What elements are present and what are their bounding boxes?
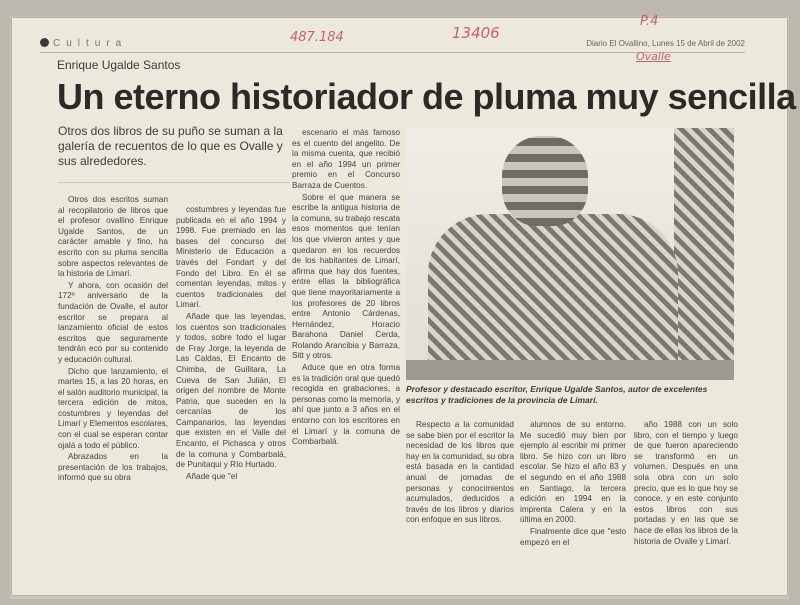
bullet-icon — [40, 38, 49, 47]
dateline: Diario El Ovallino, Lunes 15 de Abril de 2002 — [586, 39, 745, 48]
paragraph: Dicho que lanzamiento, el martes 15, a las 20 horas, en el salón auditorio municipal, la tercera edición de mitos, costumbres y leyendas del Limarí y Elementos escolares, con el cual se esperan contar ojalá a todo el público. — [58, 366, 168, 450]
paragraph: Respecto a la comunidad se sabe bien por el escritor la necesidad de los libros que hay en la comunidad, su obra está basada en la cantidad anual de jornadas de personas y conocimientos acumulados, deducidos a través de los libros y diarios con enfoque en sus libros. — [406, 420, 514, 525]
section-label: Cultura — [40, 38, 127, 49]
paragraph: año 1988 con un solo libro, con el tiempo y luego de que fueron apareciendo se transformó en un volumen. Después en una sola obra con un solo precio, que es lo que hoy se conoce, y en este conjunto estos libros con sus portadas y en las que se hace de ellas los libros de la historia de Ovalle y Limarí. — [634, 420, 738, 546]
paragraph: Añade que "el — [186, 471, 238, 481]
handwritten-page-note: P.4 — [640, 14, 659, 29]
divider — [58, 182, 290, 183]
paragraph: alumnos de su entorno. Me sucedió muy bien por ejemplo al escribir mi primer libro. Se hizo con un libro escolar. Se hizo el año 83 y el segundo en el año 1988 en Santiago, la tercera edición en 1994 en la imprenta Calera y en la última en 2000. — [520, 420, 626, 525]
article-column-6 — [634, 420, 738, 585]
article-column-1 — [58, 195, 168, 585]
article-column-3 — [292, 128, 400, 585]
article-column-5 — [520, 420, 626, 585]
paragraph: Añade que las leyendas, los cuentos son tradicionales y todos, sobre todo el lugar de Fray Jorge, la leyenda de Las Caldas, El Encanto de Chimba, de Guilitara, La Cueva de San Julián, El origen del nombre de Monte Patria, que suceden en la cercanías de los Campanarios, las leyendas que existen en el Valle del Encanto, el Pichasca y otros de la comuna y Combarbalá, de Punitaqui y Río Hurtado. — [176, 311, 286, 470]
paragraph: Y ahora, con ocasión del 172º aniversario de la fundación de Ovalle, el autor escritor se prepara al lanzamiento oficial de estos escritos que seguramente tendrán eco por su contenido y educación cultural. — [58, 280, 168, 364]
paragraph: escenario el más famoso es el cuento del angelito. De la misma cuenta, que recibió en el año 1994 un primer premio en el Concurso Barraza de Cuentos. — [292, 128, 400, 190]
headline: Un eterno historiador de pluma muy sencilla — [57, 76, 796, 117]
photo-figure-body — [428, 214, 678, 380]
author-photo — [406, 128, 734, 380]
paragraph: Sobre el que manera se escribe la antigua historia de la comuna, su trabajo rescata esos momentos que tenían los que vivieron antes y que quedaron en los recuerdos de los habitantes de Limarí, afirma que hay dos fuentes, entre ellas la bibliográfica que tiene mayoritariamente a los profesores de 20 libros entre Antonio Cárdenas, Hernández, Horacio Barahona Daniel Cerda, Rolando Arancibia y Barraza, Sitt y otros. — [292, 192, 400, 361]
paragraph: Otros dos escritos suman al recopilatorio de libros que el profesor ovallino Enrique Ugalde Santos, de un carácter amable y fino, ha escrito con su pluma sencilla sobre aspectos relevantes de la historia de Limarí. — [58, 195, 168, 279]
byline: Enrique Ugalde Santos — [57, 58, 181, 72]
paragraph: costumbres y leyendas fue publicada en el año 1994 y 1998. Fue premiado en las bases del concurso del Ministerio de Educación a través del Fondart y del Fondo del Libro. En él se comentan leyendas, mitos y cuentos tradicionales del Limarí. — [176, 205, 286, 310]
article-column-4 — [406, 420, 514, 585]
paragraph: Finalmente dice que "esto empezó en el — [520, 526, 626, 547]
article-column-2 — [176, 205, 286, 585]
photo-figure-head — [502, 136, 588, 226]
paragraph: Aduce que en otra forma es la tradición oral que quedó recogida en grabaciones, a personas como la memoria, y ahí que junto a 3 años en el entorno con los escritores en el Limarí y la comuna de Combarbalá. — [292, 363, 400, 447]
handwritten-number-center: 13406 — [452, 24, 500, 42]
lede: Otros dos libros de su puño se suman a la galería de recuentos de lo que es Ovalle y sus alrededores. — [58, 124, 283, 168]
photo-desk — [406, 360, 734, 380]
paragraph: Abrazados en la presentación de los trabajos, informó que su obra — [58, 452, 168, 483]
handwritten-number-left: 487.184 — [290, 30, 344, 45]
photo-side-figure — [674, 128, 734, 380]
photo-caption: Profesor y destacado escritor, Enrique Ugalde Santos, autor de excelentes escritos y tradiciones de la provincia de Limarí. — [406, 384, 708, 405]
handwritten-place-note: Ovalle — [636, 50, 671, 63]
